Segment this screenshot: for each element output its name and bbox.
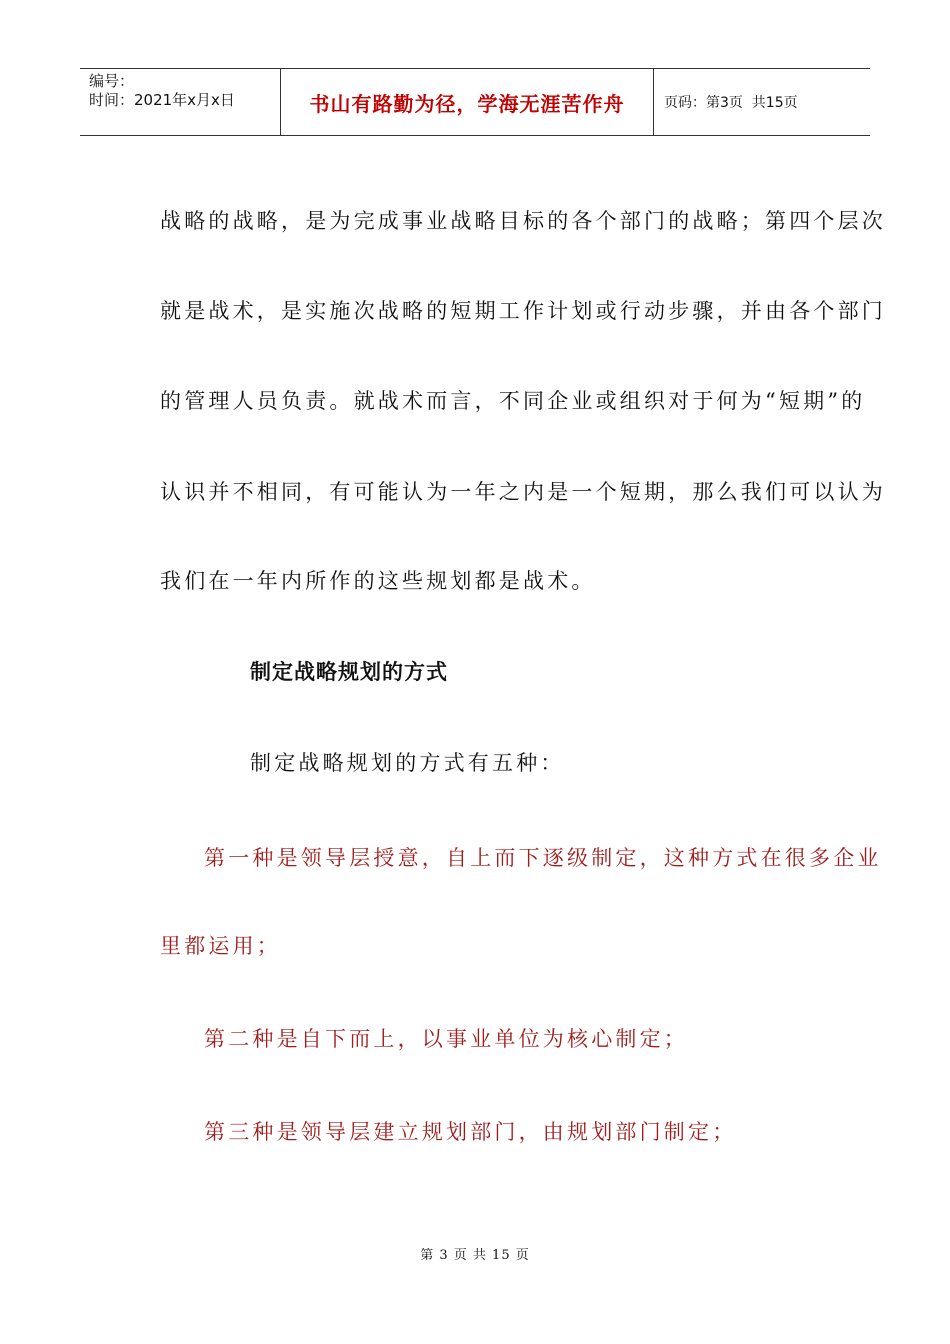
header-info-cell — [80, 69, 281, 135]
paragraph-line: 的管理人员负责。就战术而言，不同企业或组织对于何为“短期”的 — [160, 389, 866, 413]
document-header — [80, 68, 870, 136]
section-heading: 制定战略规划的方式 — [250, 660, 448, 684]
method-line: 第一种是领导层授意，自上而下逐级制定，这种方式在很多企业 — [204, 846, 882, 870]
method-line: 里都运用； — [160, 934, 281, 958]
header-page-cell — [654, 69, 870, 135]
method-line: 第二种是自下而上，以事业单位为核心制定； — [204, 1027, 688, 1051]
page-footer: 第 3 页 共 15 页 — [420, 1248, 530, 1263]
paragraph-line: 就是战术，是实施次战略的短期工作计划或行动步骤，并由各个部门 — [160, 299, 886, 323]
header-motto: 书山有路勤为径，学海无涯苦作舟 — [281, 69, 654, 135]
paragraph-line: 我们在一年内所作的这些规划都是战术。 — [160, 569, 596, 593]
document-time-label: 时间：2021年x月x日 — [89, 91, 235, 109]
paragraph-line: 战略的战略，是为完成事业战略目标的各个部门的战略；第四个层次 — [160, 209, 886, 233]
section-intro: 制定战略规划的方式有五种： — [250, 751, 565, 775]
header-page-indicator: 页码：第3页 共15页 — [664, 95, 798, 111]
method-line: 第三种是领导层建立规划部门，由规划部门制定； — [204, 1120, 737, 1144]
paragraph-line: 认识并不相同，有可能认为一年之内是一个短期，那么我们可以认为 — [160, 480, 886, 504]
document-number-label: 编号： — [89, 72, 135, 90]
